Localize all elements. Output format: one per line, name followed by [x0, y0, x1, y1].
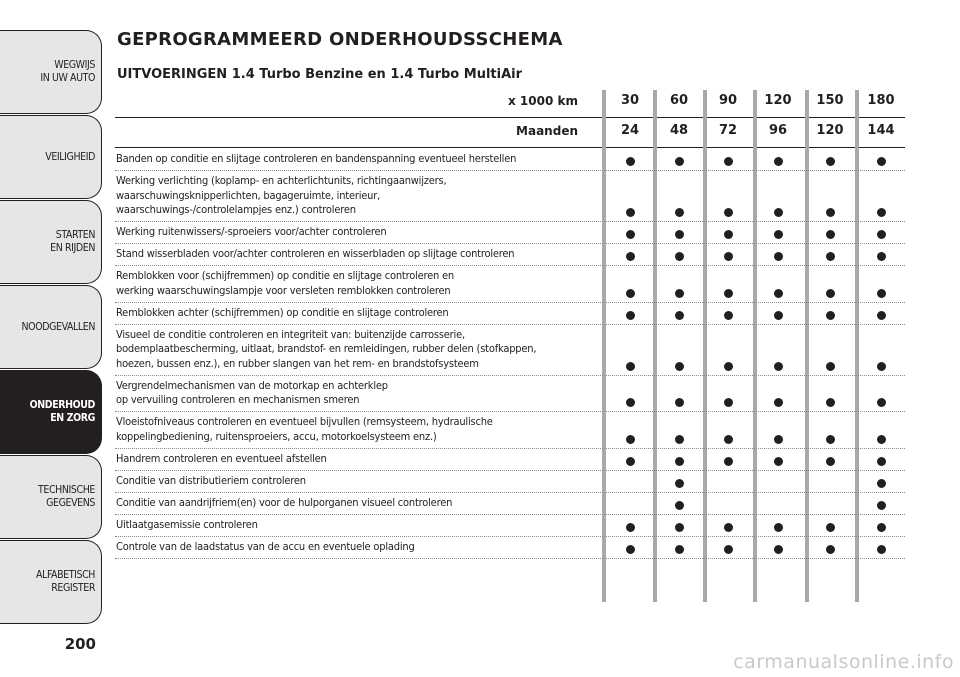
km-interval: 180	[867, 93, 895, 108]
table-row	[115, 149, 905, 171]
maintenance-dot	[826, 230, 835, 239]
maintenance-item-text: Uitlaatgasemissie controleren	[116, 517, 258, 531]
sidebar-tab-label: TECHNISCHE GEGEVENS	[38, 484, 95, 509]
maintenance-dot	[826, 311, 835, 320]
maintenance-dot	[877, 230, 886, 239]
maintenance-dot	[774, 523, 783, 532]
maintenance-item-text: Visueel de conditie controleren en integriteit van: buitenzijde carrosserie, bodemplaatbescherming, uitlaat, brandstof- en remleidingen, rubber delen (stofkappen, hoezen, bussen enz.), en rubber slangen van het rem- en brandstofsysteem	[116, 327, 537, 370]
maintenance-dot	[774, 208, 783, 217]
maintenance-dot	[675, 311, 684, 320]
maintenance-dot	[877, 479, 886, 488]
table-row	[115, 376, 905, 413]
maintenance-dot	[724, 362, 733, 371]
km-interval: 120	[764, 93, 792, 108]
page-title: GEPROGRAMMEERD ONDERHOUDSSCHEMA	[117, 29, 563, 50]
table-row	[115, 471, 905, 493]
maintenance-dot	[826, 545, 835, 554]
maintenance-dot	[774, 435, 783, 444]
sidebar-tab-3[interactable]	[0, 200, 102, 284]
maintenance-dot	[826, 157, 835, 166]
maintenance-dot	[675, 230, 684, 239]
month-interval: 144	[867, 123, 895, 138]
sidebar-tab-1[interactable]	[0, 30, 102, 114]
sidebar-tab-4[interactable]	[0, 285, 102, 369]
maintenance-dot	[774, 252, 783, 261]
table-row	[115, 515, 905, 537]
maintenance-dot	[675, 523, 684, 532]
maintenance-item-text: Conditie van distributieriem controleren	[116, 473, 306, 487]
km-interval: 150	[816, 93, 844, 108]
maintenance-item-text: Handrem controleren en eventueel afstellen	[116, 451, 327, 465]
maintenance-dot	[877, 435, 886, 444]
table-row	[115, 303, 905, 325]
maintenance-item-text: Werking verlichting (koplamp- en achterlichtunits, richtingaanwijzers, waarschuwingsknipperlichten, bagageruimte, interieur, waarschuwings-/controlelampjes enz.) controleren	[116, 174, 447, 216]
table-row	[115, 222, 905, 244]
maintenance-dot	[877, 157, 886, 166]
maintenance-dot	[877, 501, 886, 510]
maintenance-dot	[626, 435, 635, 444]
sidebar-tab-6[interactable]	[0, 455, 102, 539]
km-interval: 60	[669, 93, 689, 108]
maintenance-dot	[626, 311, 635, 320]
maintenance-dot	[774, 311, 783, 320]
maintenance-dot	[724, 398, 733, 407]
maintenance-dot	[877, 311, 886, 320]
maintenance-dot	[675, 479, 684, 488]
maintenance-item-text: Vergrendelmechanismen van de motorkap en achterklep op vervuiling controleren en mechanismen smeren	[116, 378, 388, 406]
watermark-text: carmanualsonline.info	[733, 651, 954, 673]
maintenance-dot	[826, 457, 835, 466]
maintenance-dot	[626, 252, 635, 261]
month-interval: 120	[816, 123, 844, 138]
sidebar-tab-label: WEGWIJS IN UW AUTO	[40, 59, 95, 84]
maintenance-dot	[826, 208, 835, 217]
maintenance-dot	[877, 362, 886, 371]
maintenance-dot	[877, 457, 886, 466]
maintenance-item-text: Vloeistofniveaus controleren en eventueel bijvullen (remsysteem, hydraulische koppelingbediening, ruitensproeiers, accu, motorkoelsysteem enz.)	[116, 415, 493, 443]
month-interval: 24	[620, 123, 640, 138]
sidebar-tab-label: ALFABETISCH REGISTER	[36, 569, 95, 594]
maintenance-dot	[826, 398, 835, 407]
maintenance-dot	[724, 157, 733, 166]
km-header-label: x 1000 km	[508, 94, 578, 108]
maintenance-dot	[675, 398, 684, 407]
sidebar-tab-label: VEILIGHEID	[45, 150, 95, 163]
maintenance-dot	[626, 157, 635, 166]
sidebar-tab-5[interactable]	[0, 370, 102, 454]
maintenance-dot	[724, 523, 733, 532]
maintenance-dot	[675, 362, 684, 371]
table-row	[115, 325, 905, 376]
maintenance-dot	[774, 362, 783, 371]
maintenance-dot	[774, 457, 783, 466]
maintenance-dot	[724, 435, 733, 444]
month-interval: 72	[718, 123, 738, 138]
maintenance-dot	[724, 457, 733, 466]
sidebar-tab-2[interactable]	[0, 115, 102, 199]
maintenance-dot	[826, 289, 835, 298]
maintenance-dot	[675, 501, 684, 510]
maintenance-dot	[675, 545, 684, 554]
maintenance-dot	[675, 457, 684, 466]
table-row	[115, 412, 905, 449]
maintenance-dot	[877, 523, 886, 532]
maintenance-dot	[724, 311, 733, 320]
maintenance-dot	[724, 252, 733, 261]
sidebar-tab-label: ONDERHOUD EN ZORG	[29, 399, 95, 424]
sidebar-tab-7[interactable]	[0, 540, 102, 624]
maintenance-dot	[877, 208, 886, 217]
maintenance-dot	[774, 230, 783, 239]
maintenance-dot	[877, 398, 886, 407]
sidebar-tab-label: NOODGEVALLEN	[21, 320, 95, 333]
maintenance-dot	[774, 157, 783, 166]
maintenance-dot	[724, 208, 733, 217]
maintenance-item-text: Remblokken voor (schijfremmen) op conditie en slijtage controleren en werking waarschuwingslampje voor versleten remblokken controleren	[116, 269, 454, 297]
km-interval: 30	[620, 93, 640, 108]
maintenance-dot	[626, 545, 635, 554]
table-row	[115, 449, 905, 471]
maintenance-dot	[826, 435, 835, 444]
maintenance-dot	[675, 289, 684, 298]
maintenance-dot	[724, 545, 733, 554]
maintenance-dot	[826, 362, 835, 371]
months-header-label: Maanden	[516, 124, 578, 138]
maintenance-item-text: Werking ruitenwissers/-sproeiers voor/achter controleren	[116, 225, 387, 238]
maintenance-dot	[877, 545, 886, 554]
maintenance-dot	[626, 289, 635, 298]
maintenance-dot	[626, 457, 635, 466]
table-row	[115, 266, 905, 303]
sidebar-tab-label: STARTEN EN RIJDEN	[50, 229, 95, 254]
maintenance-dot	[626, 208, 635, 217]
month-interval: 96	[768, 123, 788, 138]
maintenance-dot	[626, 230, 635, 239]
maintenance-dot	[877, 289, 886, 298]
maintenance-dot	[626, 398, 635, 407]
maintenance-item-text: Stand wisserbladen voor/achter controleren en wisserbladen op slijtage controleren	[116, 247, 515, 260]
maintenance-dot	[826, 252, 835, 261]
maintenance-dot	[675, 252, 684, 261]
header-bottom-rule	[115, 147, 905, 148]
table-row	[115, 537, 905, 559]
maintenance-item-text: Conditie van aandrijfriem(en) voor de hulporganen visueel controleren	[116, 495, 453, 509]
maintenance-dot	[675, 435, 684, 444]
maintenance-dot	[626, 362, 635, 371]
table-row	[115, 244, 905, 266]
maintenance-dot	[675, 208, 684, 217]
page-number: 200	[64, 635, 96, 653]
maintenance-dot	[724, 289, 733, 298]
table-row	[115, 493, 905, 515]
maintenance-dot	[724, 230, 733, 239]
maintenance-dot	[826, 523, 835, 532]
maintenance-dot	[774, 289, 783, 298]
maintenance-dot	[675, 157, 684, 166]
km-interval: 90	[718, 93, 738, 108]
month-interval: 48	[669, 123, 689, 138]
maintenance-item-text: Banden op conditie en slijtage controleren en bandenspanning eventueel herstellen	[116, 152, 517, 165]
maintenance-item-text: Controle van de laadstatus van de accu en eventuele oplading	[116, 539, 415, 553]
page-subtitle: UITVOERINGEN 1.4 Turbo Benzine en 1.4 Turbo MultiAir	[117, 67, 522, 82]
header-divider	[115, 117, 905, 118]
maintenance-item-text: Remblokken achter (schijfremmen) op conditie en slijtage controleren	[116, 305, 449, 319]
maintenance-dot	[626, 523, 635, 532]
maintenance-dot	[877, 252, 886, 261]
maintenance-dot	[774, 398, 783, 407]
maintenance-dot	[774, 545, 783, 554]
table-row	[115, 171, 905, 222]
